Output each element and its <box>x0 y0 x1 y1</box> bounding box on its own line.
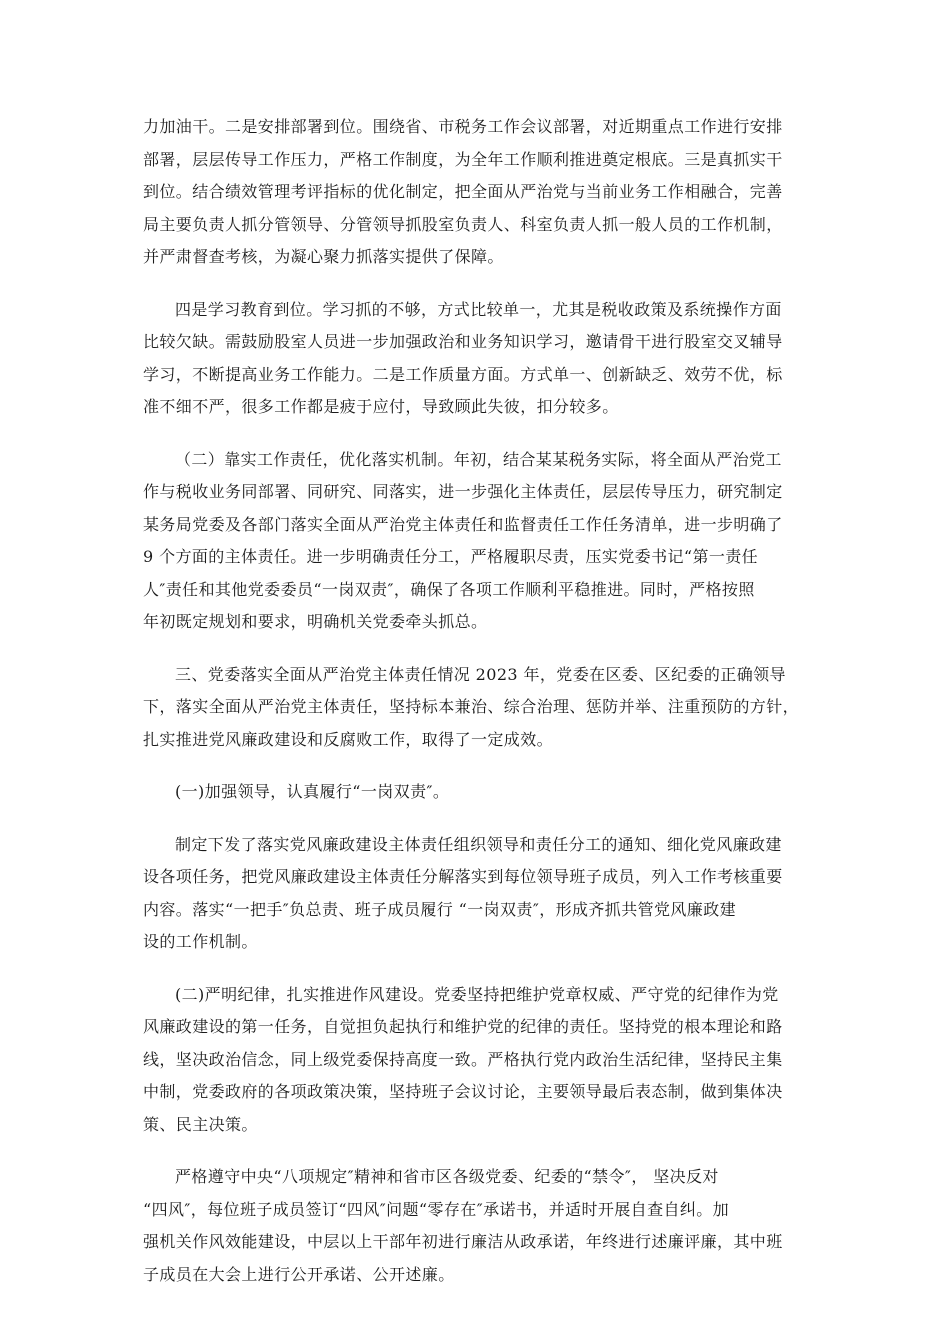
text-line: 人″责任和其他党委委员“一岗双责″，确保了各项工作顺利平稳推进。同时，严格按照 <box>143 579 755 599</box>
text-line: 学习，不断提高业务工作能力。二是工作质量方面。方式单一、创新缺乏、效劳不优，标 <box>143 364 783 384</box>
text-line: (二)严明纪律，扎实推进作风建设。党委坚持把维护党章权威、严守党的纪律作为党 <box>175 984 779 1004</box>
text-line: 扎实推进党风廉政建设和反腐败工作，取得了一定成效。 <box>143 729 554 749</box>
text-line: 力加油干。二是安排部署到位。围绕省、市税务工作会议部署，对近期重点工作进行安排 <box>143 117 783 136</box>
text-line: 严格遵守中央“八项规定″精神和省市区各级党委、纪委的“禁令″， 坚决反对 <box>175 1167 719 1186</box>
document-page <box>143 111 815 1311</box>
text-line: 强机关作风效能建设，中层以上干部年初进行廉洁从政承诺，年终进行述廉评廉，其中班 <box>143 1232 783 1251</box>
text-line: 设的工作机制。 <box>143 932 258 951</box>
paragraph-4 <box>143 659 815 757</box>
text-line: 比较欠缺。需鼓励股室人员进一步加强政治和业务知识学习，邀请骨干进行股室交叉辅导 <box>143 332 783 351</box>
text-line: 准不细不严，很多工作都是疲于应付，导致顾此失彼，扣分较多。 <box>143 397 619 416</box>
text-line: 设各项任务，把党风廉政建设主体责任分解落实到每位领导班子成员，列入工作考核重要 <box>143 867 783 886</box>
text-line: 年初既定规划和要求，明确机关党委牵头抓总。 <box>143 612 488 631</box>
text-line: （二）靠实工作责任，优化落实机制。年初，结合某某税务实际，将全面从严治党工 <box>175 449 782 469</box>
text-line: 9 个方面的主体责任。进一步明确责任分工，严格履职尽责，压实党委书记“第一责任 <box>143 547 759 566</box>
text-line: 三、党委落实全面从严治党主体责任情况 2023 年，党委在区委、区纪委的正确领导 <box>175 664 786 684</box>
text-line: 制定下发了落实党风廉政建设主体责任组织领导和责任分工的通知、细化党风廉政建 <box>175 834 782 854</box>
paragraph-6 <box>143 829 815 959</box>
text-line: 策、民主决策。 <box>143 1114 258 1134</box>
text-line: (一)加强领导，认真履行“一岗双责″。 <box>175 782 450 801</box>
paragraph-5 <box>143 776 815 809</box>
text-line: “四风″，每位班子成员签订“四风″问题“零存在″承诺书，并适时开展自查自纠。加 <box>143 1199 730 1219</box>
text-line: 子成员在大会上进行公开承诺、公开述廉。 <box>143 1264 455 1284</box>
paragraph-8 <box>143 1161 815 1291</box>
text-line: 四是学习教育到位。学习抓的不够，方式比较单一，尤其是税收政策及系统操作方面 <box>175 299 782 319</box>
text-line: 风廉政建设的第一任务，自觉担负起执行和维护党的纪律的责任。坚持党的根本理论和路 <box>143 1017 783 1036</box>
paragraph-2 <box>143 294 815 424</box>
paragraph-1 <box>143 111 815 274</box>
text-line: 部署，层层传导工作压力，严格工作制度，为全年工作顺利推进奠定根底。三是真抓实干 <box>143 149 783 169</box>
text-line: 内容。落实“一把手″负总责、班子成员履行 “一岗双责″，形成齐抓共管党风廉政建 <box>143 899 736 919</box>
paragraph-3 <box>143 444 815 639</box>
text-line: 中制，党委政府的各项政策决策，坚持班子会议讨论，主要领导最后表态制，做到集体决 <box>143 1082 783 1101</box>
text-line: 作与税收业务同部署、同研究、同落实，进一步强化主体责任，层层传导压力，研究制定 <box>143 482 783 501</box>
text-line: 线，坚决政治信念，同上级党委保持高度一致。严格执行党内政治生活纪律，坚持民主集 <box>143 1049 783 1069</box>
text-line: 到位。结合绩效管理考评指标的优化制定，把全面从严治党与当前业务工作相融合，完善 <box>143 182 783 201</box>
text-line: 下，落实全面从严治党主体责任，坚持标本兼治、综合治理、惩防并举、注重预防的方针， <box>143 697 800 716</box>
text-line: 某务局党委及各部门落实全面从严治党主体责任和监督责任工作任务清单，进一步明确了 <box>143 514 783 534</box>
text-line: 并严肃督查考核，为凝心聚力抓落实提供了保障。 <box>143 247 504 266</box>
paragraph-7 <box>143 979 815 1142</box>
text-line: 局主要负责人抓分管领导、分管领导抓股室负责人、科室负责人抓一般人员的工作机制， <box>143 214 783 234</box>
